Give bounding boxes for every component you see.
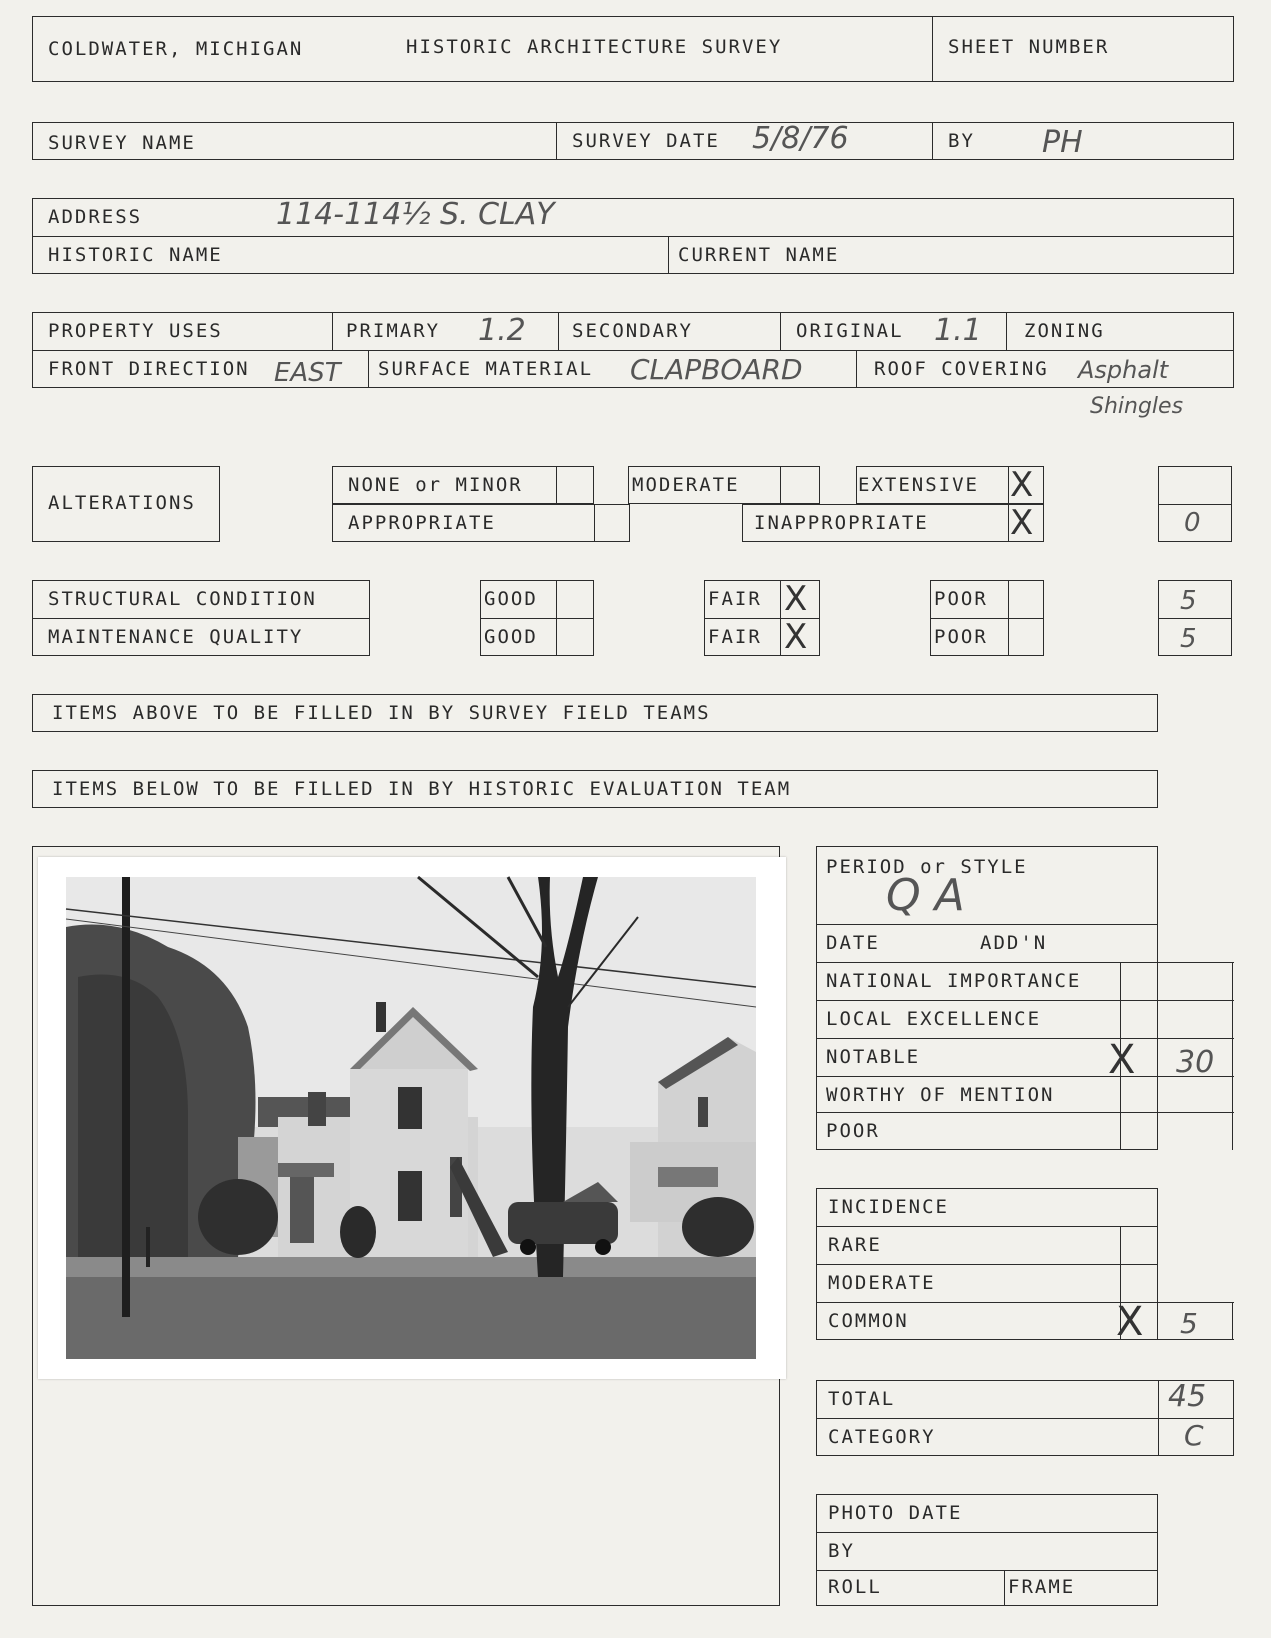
eval-right-edge bbox=[1232, 962, 1233, 1150]
inc-right-edge bbox=[1232, 1302, 1233, 1340]
appropriate-label: APPROPRIATE bbox=[348, 512, 496, 534]
address-row-line bbox=[32, 236, 1234, 237]
header-divider bbox=[932, 16, 933, 82]
front-direction-value: EAST bbox=[274, 358, 341, 388]
property-div-2 bbox=[558, 312, 559, 350]
property-div-6 bbox=[856, 350, 857, 388]
inappropriate-mark: X bbox=[1010, 503, 1034, 543]
common-mark: X bbox=[1116, 1299, 1144, 1345]
notable-mark: X bbox=[1108, 1037, 1136, 1083]
period-value: Q A bbox=[886, 870, 965, 921]
fair-maintenance-label: FAIR bbox=[708, 626, 762, 648]
property-div-4 bbox=[1006, 312, 1007, 350]
alterations-score-line bbox=[1158, 504, 1232, 505]
alterations-score: 0 bbox=[1184, 508, 1201, 538]
roof-covering-value-1: Asphalt bbox=[1078, 356, 1169, 384]
good-maintenance-label: GOOD bbox=[484, 626, 538, 648]
category-value: C bbox=[1184, 1419, 1204, 1452]
current-name-label: CURRENT NAME bbox=[678, 244, 840, 266]
eval-line-6 bbox=[816, 1112, 1234, 1113]
totals-line bbox=[816, 1418, 1234, 1419]
eval-line-3 bbox=[816, 1000, 1234, 1001]
surface-material-label: SURFACE MATERIAL bbox=[378, 358, 594, 380]
frame-label: FRAME bbox=[1008, 1576, 1076, 1598]
common-label: COMMON bbox=[828, 1310, 909, 1332]
eval-line-4 bbox=[816, 1038, 1234, 1039]
address-divider bbox=[668, 236, 669, 274]
worthy-label: WORTHY OF MENTION bbox=[826, 1084, 1055, 1106]
photo-info-div bbox=[1004, 1570, 1005, 1606]
property-row-line bbox=[32, 350, 1234, 351]
eval-line-5 bbox=[816, 1076, 1234, 1077]
poor-check-div bbox=[1008, 580, 1009, 656]
address-value: 114-114½ S. CLAY bbox=[276, 197, 555, 232]
zoning-label: ZONING bbox=[1024, 320, 1105, 342]
total-value: 45 bbox=[1168, 1379, 1207, 1414]
front-direction-label: FRONT DIRECTION bbox=[48, 358, 250, 380]
incidence-label: INCIDENCE bbox=[828, 1196, 949, 1218]
fair-structural-label: FAIR bbox=[708, 588, 762, 610]
national-importance-label: NATIONAL IMPORTANCE bbox=[826, 970, 1082, 992]
survey-divider-1 bbox=[556, 122, 557, 160]
poor-structural-label: POOR bbox=[934, 588, 988, 610]
original-value: 1.1 bbox=[934, 313, 982, 348]
good-line bbox=[480, 618, 594, 619]
date-label: DATE bbox=[826, 932, 880, 954]
sheet-number-label: SHEET NUMBER bbox=[948, 36, 1110, 58]
maintenance-score: 5 bbox=[1180, 624, 1197, 654]
period-label: PERIOD or STYLE bbox=[826, 856, 1028, 878]
survey-date-value: 5/8/76 bbox=[752, 121, 849, 156]
appropriate-check-div bbox=[594, 504, 595, 542]
house-photograph bbox=[38, 857, 786, 1379]
good-structural-label: GOOD bbox=[484, 588, 538, 610]
structural-score: 5 bbox=[1180, 586, 1197, 616]
property-div-1 bbox=[332, 312, 333, 350]
original-label: ORIGINAL bbox=[796, 320, 904, 342]
photo-info-line-2 bbox=[816, 1570, 1158, 1571]
alterations-label: ALTERATIONS bbox=[48, 492, 196, 514]
inappropriate-check-div bbox=[1008, 504, 1009, 542]
local-excellence-label: LOCAL EXCELLENCE bbox=[826, 1008, 1042, 1030]
inc-line-3 bbox=[816, 1302, 1234, 1303]
addn-label: ADD'N bbox=[980, 932, 1048, 954]
surface-material-value: CLAPBOARD bbox=[630, 353, 803, 386]
extensive-check-div bbox=[1008, 466, 1009, 504]
category-label: CATEGORY bbox=[828, 1426, 936, 1448]
totals-div bbox=[1158, 1380, 1159, 1456]
eval-line-1 bbox=[816, 924, 1158, 925]
inc-line-1 bbox=[816, 1226, 1158, 1227]
notable-label: NOTABLE bbox=[826, 1046, 921, 1068]
by-label: BY bbox=[948, 130, 975, 152]
fair-check-div bbox=[780, 580, 781, 656]
structural-fair-mark: X bbox=[784, 579, 808, 619]
roll-label: ROLL bbox=[828, 1576, 882, 1598]
inc-moderate-label: MODERATE bbox=[828, 1272, 936, 1294]
address-label: ADDRESS bbox=[48, 206, 143, 228]
none-minor-check-div bbox=[556, 466, 557, 504]
notable-score: 30 bbox=[1176, 1045, 1215, 1080]
poor-maintenance-label: POOR bbox=[934, 626, 988, 648]
property-div-5 bbox=[368, 350, 369, 388]
note-above: ITEMS ABOVE TO BE FILLED IN BY SURVEY FIELD TEAMS bbox=[52, 702, 711, 724]
inappropriate-label: INAPPROPRIATE bbox=[754, 512, 929, 534]
inc-line-2 bbox=[816, 1264, 1158, 1265]
primary-label: PRIMARY bbox=[346, 320, 441, 342]
primary-value: 1.2 bbox=[478, 313, 526, 348]
structural-label: STRUCTURAL CONDITION bbox=[48, 588, 317, 610]
city-label: COLDWATER, MICHIGAN bbox=[48, 38, 304, 60]
property-div-3 bbox=[780, 312, 781, 350]
survey-divider-2 bbox=[932, 122, 933, 160]
rare-label: RARE bbox=[828, 1234, 882, 1256]
survey-name-label: SURVEY NAME bbox=[48, 132, 196, 154]
maintenance-label: MAINTENANCE QUALITY bbox=[48, 626, 304, 648]
photo-info-line-1 bbox=[816, 1532, 1158, 1533]
property-uses-label: PROPERTY USES bbox=[48, 320, 223, 342]
by-value: PH bbox=[1042, 125, 1083, 160]
good-check-div bbox=[556, 580, 557, 656]
photo-date-label: PHOTO DATE bbox=[828, 1502, 963, 1524]
total-label: TOTAL bbox=[828, 1388, 896, 1410]
photo-by-label: BY bbox=[828, 1540, 855, 1562]
note-below: ITEMS BELOW TO BE FILLED IN BY HISTORIC EVALUATION TEAM bbox=[52, 778, 792, 800]
survey-title: HISTORIC ARCHITECTURE SURVEY bbox=[406, 36, 783, 58]
secondary-label: SECONDARY bbox=[572, 320, 693, 342]
extensive-label: EXTENSIVE bbox=[858, 474, 979, 496]
roof-covering-value-2: Shingles bbox=[1090, 394, 1184, 419]
poor-line bbox=[930, 618, 1044, 619]
moderate-check-div bbox=[780, 466, 781, 504]
survey-date-label: SURVEY DATE bbox=[572, 130, 720, 152]
none-minor-label: NONE or MINOR bbox=[348, 474, 523, 496]
extensive-mark: X bbox=[1010, 465, 1034, 505]
condition-label-line bbox=[32, 618, 370, 619]
roof-covering-label: ROOF COVERING bbox=[874, 358, 1049, 380]
common-score: 5 bbox=[1180, 1307, 1198, 1340]
moderate-label: MODERATE bbox=[632, 474, 740, 496]
maintenance-fair-mark: X bbox=[784, 617, 808, 657]
eval-poor-label: POOR bbox=[826, 1120, 880, 1142]
house-photo-image bbox=[38, 857, 786, 1379]
historic-name-label: HISTORIC NAME bbox=[48, 244, 223, 266]
eval-line-2 bbox=[816, 962, 1234, 963]
condition-score-line bbox=[1158, 618, 1232, 619]
